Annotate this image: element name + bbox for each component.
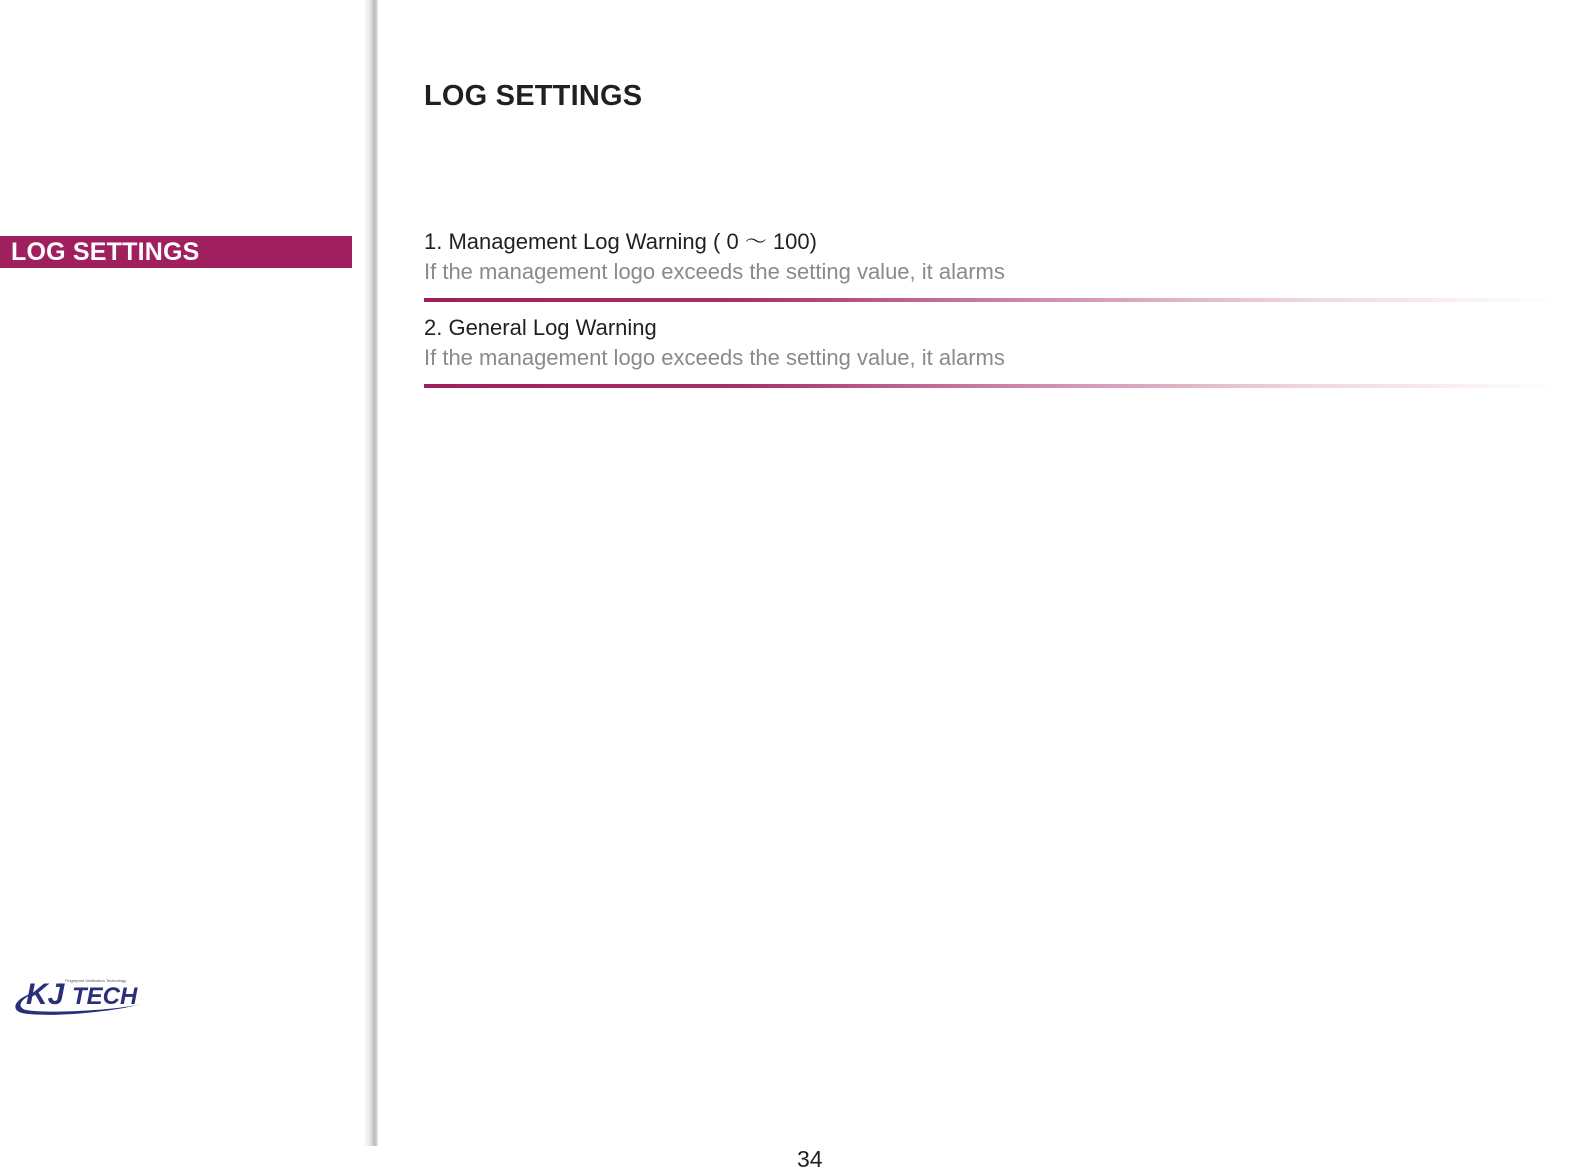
divider-rule (424, 298, 1554, 302)
logo-tagline: Fingerprint Verification Technology (65, 978, 127, 983)
setting-item-description: If the management logo exceeds the setting value, it alarms (424, 259, 1005, 284)
setting-item-description: If the management logo exceeds the setting value, it alarms (424, 345, 1005, 370)
setting-item-title: 2. General Log Warning (424, 315, 657, 340)
sidebar (0, 0, 375, 1161)
svg-text:KJ: KJ (26, 978, 65, 1011)
setting-item-management-log-warning (424, 227, 1554, 302)
kjtech-logo (8, 960, 148, 1064)
page-number: 34 (797, 1146, 823, 1172)
section-tab: LOG SETTINGS (0, 236, 352, 268)
setting-item-general-log-warning (424, 313, 1554, 388)
svg-text:TECH: TECH (72, 983, 138, 1010)
divider-rule (424, 384, 1554, 388)
vertical-divider (364, 0, 378, 1146)
page-title: LOG SETTINGS (424, 80, 643, 112)
setting-item-title: 1. Management Log Warning ( 0 〜 100) (424, 229, 817, 254)
